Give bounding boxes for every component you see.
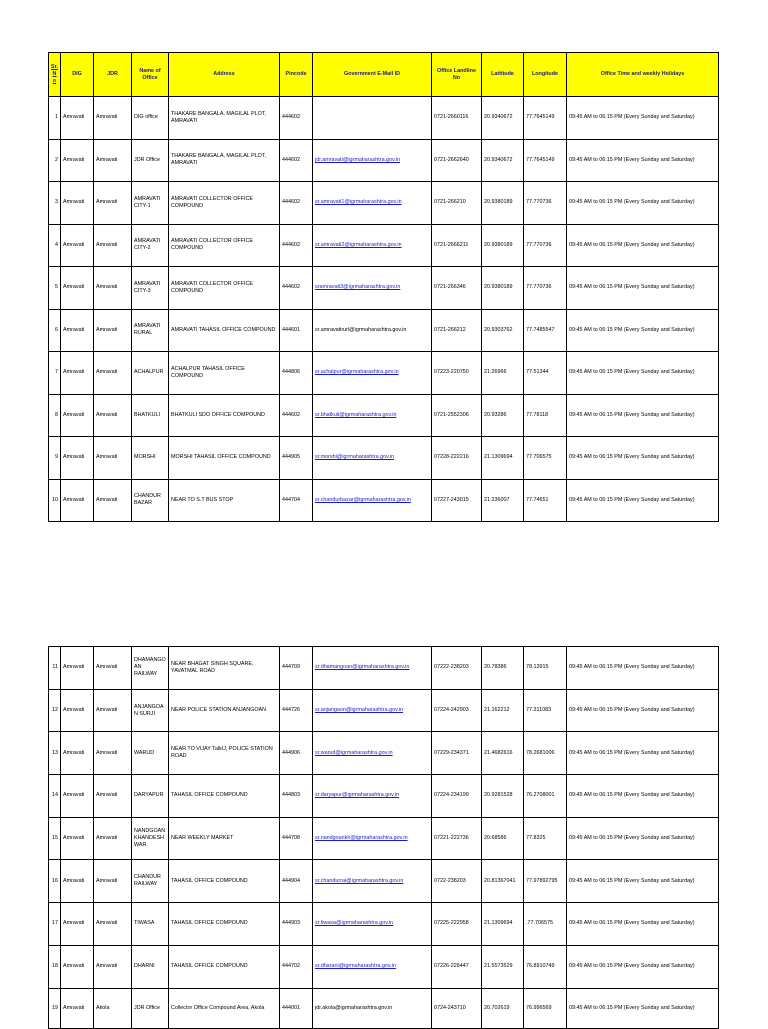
jdr-cell: Amravati [94,647,132,690]
time-cell: 09:45 AM to 06:15 PM (Every Sunday and Saturday) [567,860,719,903]
lat-cell: 21.4682616 [482,732,524,775]
email-cell[interactable]: sr.tiwasa@igrmaharashtra.gov.in [313,903,432,946]
header-address: Address [169,53,280,97]
address-cell: MORSHI TAHASIL OFFICE COMPOUND [169,437,280,480]
time-cell: 09:45 AM to 06:15 PM (Every Sunday and Saturday) [567,732,719,775]
jdr-cell: Amravati [94,689,132,732]
time-cell: 09:45 AM to 06:15 PM (Every Sunday and Saturday) [567,224,719,267]
lon-cell: 77.8325 [524,817,567,860]
jdr-cell: Amravati [94,903,132,946]
phone-cell: 07229-234371 [432,732,482,775]
jdr-cell: Amravati [94,97,132,140]
jdr-cell: Amravati [94,394,132,437]
table-row [49,775,719,818]
sr-cell: 19 [49,988,61,1028]
lon-cell: 78.13915 [524,647,567,690]
time-cell: 09:45 AM to 06:15 PM (Every Sunday and Saturday) [567,945,719,988]
pincode-cell: 444903 [280,903,313,946]
jdr-cell: Amravati [94,224,132,267]
lon-cell: 77.770736 [524,182,567,225]
phone-cell: 07221-222736 [432,817,482,860]
lon-cell: 77.97892795 [524,860,567,903]
dig-cell: Amravati [61,988,94,1028]
lon-cell: 77.770736 [524,267,567,310]
lat-cell: 20.93286 [482,394,524,437]
lat-cell: 21.26966 [482,352,524,395]
address-cell: TAHASIL OFFICE COMPOUND [169,945,280,988]
office-cell: DARYAPUR [132,775,169,818]
table-row [49,479,719,522]
table-row [49,394,719,437]
address-cell: TAHASIL OFFICE COMPOUND [169,903,280,946]
email-cell[interactable]: sr.dhamangoan@igrmaharashtra.gov.in [313,647,432,690]
phone-cell: 07226-226447 [432,945,482,988]
header-lon: Longitude [524,53,567,97]
jdr-cell: Amravati [94,732,132,775]
address-cell: THAKARE BANGALA, MAGILAL PLOT, AMRAVATI [169,97,280,140]
time-cell: 09:45 AM to 06:15 PM (Every Sunday and Saturday) [567,903,719,946]
lat-cell: 20.81367041 [482,860,524,903]
office-cell: DHAMANGO AN RAILWAY [132,647,169,690]
email-cell[interactable]: sr.amravati1@igrmaharashtra.gov.in [313,182,432,225]
dig-cell: Amravati [61,817,94,860]
jdr-cell: Amravati [94,139,132,182]
header-dig: DIG [61,53,94,97]
office-cell: TIWASA [132,903,169,946]
dig-cell: Amravati [61,479,94,522]
phone-cell: 07223-220750 [432,352,482,395]
office-cell: ANJANGOA N SURJI [132,689,169,732]
address-cell: TAHASIL OFFICE COMPOUND [169,775,280,818]
phone-cell: 0721-266346 [432,267,482,310]
time-cell: 09:45 AM to 06:15 PM (Every Sunday and Saturday) [567,479,719,522]
dig-cell: Amravati [61,97,94,140]
lon-cell: 77.7645149 [524,97,567,140]
dig-cell: Amravati [61,394,94,437]
dig-cell: Amravati [61,139,94,182]
phone-cell: 0721-2660116 [432,97,482,140]
dig-cell: Amravati [61,224,94,267]
email-cell[interactable]: sr.morshi@igrmaharashtra.gov.in [313,437,432,480]
time-cell: 09:45 AM to 06:15 PM (Every Sunday and Saturday) [567,182,719,225]
pincode-cell: 444726 [280,689,313,732]
email-cell[interactable]: sr.achalpur@igrmaharashtra.gov.in [313,352,432,395]
sr-cell: 12 [49,689,61,732]
time-cell: 09:45 AM to 06:15 PM (Every Sunday and Saturday) [567,817,719,860]
pincode-cell: 444602 [280,224,313,267]
table-row [49,988,719,1028]
sr-cell: 6 [49,309,61,352]
phone-cell: 0721-2552306 [432,394,482,437]
phone-cell: 07228-222216 [432,437,482,480]
email-cell[interactable]: sr.nandgoankh@igrmaharashtra.gov.in [313,817,432,860]
sr-cell: 13 [49,732,61,775]
dig-cell: Amravati [61,945,94,988]
pincode-cell: 444602 [280,139,313,182]
dig-cell: Amravati [61,689,94,732]
table-row [49,732,719,775]
sr-cell: 4 [49,224,61,267]
table-row [49,352,719,395]
address-cell: AMRAVATI COLLECTOR OFFICE COMPOUND [169,267,280,310]
sr-cell: 10 [49,479,61,522]
sr-cell: 14 [49,775,61,818]
header-phone: Office Landline No [432,53,482,97]
jdr-cell: Amravati [94,817,132,860]
phone-cell: 07227-243015 [432,479,482,522]
email-cell[interactable]: sr.chandurbazar@igrmaharashtra.gov.in [313,479,432,522]
table-row [49,97,719,140]
office-cell: AMRAVATI RURAL [132,309,169,352]
office-cell: CHANDUR RAILWAY [132,860,169,903]
sr-cell: 3 [49,182,61,225]
header-pincode: Pincode [280,53,313,97]
dig-cell: Amravati [61,352,94,395]
table-row [49,182,719,225]
email-cell[interactable]: sr.warud@igrmaharashtra.gov.in [313,732,432,775]
lon-cell: 76.8910749 [524,945,567,988]
email-cell[interactable]: sramravati3@igrmaharashtra.gov.in [313,267,432,310]
table-row [49,224,719,267]
address-cell: ACHALPUR TAHASIL OFFICE COMPOUND [169,352,280,395]
jdr-cell: Amravati [94,352,132,395]
lon-cell: 77.78118 [524,394,567,437]
dig-cell: Amravati [61,775,94,818]
pincode-cell: 444602 [280,182,313,225]
office-cell: AMRAVATI CITY-3 [132,267,169,310]
pincode-cell: 444806 [280,352,313,395]
office-cell: WARUD [132,732,169,775]
pincode-cell: 444602 [280,394,313,437]
jdr-cell: Amravati [94,309,132,352]
email-cell[interactable]: sr.daryapur@igrmaharashtra.gov.in [313,775,432,818]
jdr-cell: Amravati [94,182,132,225]
lon-cell: 76.2708001 [524,775,567,818]
time-cell: 09:45 AM to 06:15 PM (Every Sunday and Saturday) [567,97,719,140]
office-cell: DIG office [132,97,169,140]
sr-cell: 9 [49,437,61,480]
time-cell: 09:45 AM to 06:15 PM (Every Sunday and Saturday) [567,775,719,818]
pincode-cell: 444602 [280,97,313,140]
office-cell: JDR Office [132,139,169,182]
lat-cell: 21.1309694 [482,437,524,480]
header-time: Office Time and weekly Holidays [567,53,719,97]
lat-cell: 21.162212 [482,689,524,732]
lon-cell: 77.770736 [524,224,567,267]
email-cell[interactable]: sr.bhatkuli@igrmaharashtra.gov.in [313,394,432,437]
header-office: Name of Office [132,53,169,97]
phone-cell: 07224-234199 [432,775,482,818]
table-row [49,309,719,352]
email-cell[interactable]: sr.dharani@igrmaharashtra.gov.in [313,945,432,988]
phone-cell: 0721-2662640 [432,139,482,182]
lon-cell: 78.2681006 [524,732,567,775]
time-cell: 09:45 AM to 06:15 PM (Every Sunday and Saturday) [567,394,719,437]
office-cell: DHARNI [132,945,169,988]
header-row [49,53,719,97]
office-cell: JDR Office [132,988,169,1028]
lat-cell: 20.78386 [482,647,524,690]
dig-cell: Amravati [61,860,94,903]
email-cell[interactable]: jdr.amravati@igrmaharashtra.gov.in [313,139,432,182]
pincode-cell: 444904 [280,860,313,903]
lat-cell: 20.9380189 [482,267,524,310]
lat-cell: 20.9281528 [482,775,524,818]
sr-cell: 1 [49,97,61,140]
office-cell: BHATKULI [132,394,169,437]
lat-cell: 20.702619 [482,988,524,1028]
office-cell: ACHALPUR [132,352,169,395]
phone-cell: 07222-238203 [432,647,482,690]
email-cell[interactable]: sr.chandurrai@igrmaharashtra.gov.in [313,860,432,903]
time-cell: 09:45 AM to 06:15 PM (Every Sunday and Saturday) [567,139,719,182]
lon-cell: 77.7645149 [524,139,567,182]
office-table-part-1 [48,52,719,522]
lat-cell: 20.9380189 [482,224,524,267]
address-cell: AMRAVATI TAHASIL OFFICE COMPOUND [169,309,280,352]
phone-cell: 07224-242903 [432,689,482,732]
table-row [49,267,719,310]
table-row [49,903,719,946]
time-cell: 09:45 AM to 06:15 PM (Every Sunday and Saturday) [567,988,719,1028]
dig-cell: Amravati [61,309,94,352]
pincode-cell: 444709 [280,647,313,690]
email-cell: sr.amravatirurl@igrmaharashtra.gov.in [313,309,432,352]
table-row [49,647,719,690]
table-body-1 [49,97,719,522]
phone-cell: 0721-266212 [432,309,482,352]
lon-cell: 77.74651 [524,479,567,522]
lat-cell: 20.68586 [482,817,524,860]
address-cell: AMRAVATI COLLECTOR OFFICE COMPOUND [169,182,280,225]
jdr-cell: Akola [94,988,132,1028]
phone-cell: 07225-222958 [432,903,482,946]
phone-cell: 0722-238203 [432,860,482,903]
dig-cell: Amravati [61,267,94,310]
address-cell: THAKARE BANGALA, MAGILAL PLOT, AMRAVATI [169,139,280,182]
sr-cell: 8 [49,394,61,437]
pincode-cell: 444001 [280,988,313,1028]
jdr-cell: Amravati [94,860,132,903]
table-body-2 [49,647,719,1029]
email-cell: jdr.akola@igrmaharashtra.gov.in [313,988,432,1028]
pincode-cell: 444906 [280,732,313,775]
time-cell: 09:45 AM to 06:15 PM (Every Sunday and Saturday) [567,352,719,395]
table-row [49,860,719,903]
office-cell: NANDGOAN KHANDESH WAR [132,817,169,860]
time-cell: 09:45 AM to 06:15 PM (Every Sunday and Saturday) [567,437,719,480]
sr-cell: 15 [49,817,61,860]
lat-cell: 20.9340672 [482,139,524,182]
table-row [49,945,719,988]
email-cell[interactable]: sr.amravati2@igrmaharashtra.gov.in [313,224,432,267]
email-cell [313,97,432,140]
address-cell: BHATKULI SDO OFFICE COMPOUND [169,394,280,437]
sr-cell: 18 [49,945,61,988]
address-cell: AMRAVATI COLLECTOR OFFICE COMPOUND [169,224,280,267]
jdr-cell: Amravati [94,437,132,480]
header-lat: Lattitude [482,53,524,97]
sr-cell: 5 [49,267,61,310]
address-cell: NEAR BHAGAT SINGH SQUARE, YAVATMAL ROAD [169,647,280,690]
sr-cell: 11 [49,647,61,690]
address-cell: NEAR POLICE STATION ANJANGOAN [169,689,280,732]
pincode-cell: 444803 [280,775,313,818]
sr-cell: 2 [49,139,61,182]
time-cell: 09:45 AM to 06:15 PM (Every Sunday and Saturday) [567,689,719,732]
lat-cell: 20.9340672 [482,97,524,140]
lat-cell: 21.1309694 [482,903,524,946]
time-cell: 09:45 AM to 06:15 PM (Every Sunday and Saturday) [567,309,719,352]
dig-cell: Amravati [61,903,94,946]
phone-cell: 0721-266210 [432,182,482,225]
lat-cell: 21.5573529 [482,945,524,988]
table-row [49,817,719,860]
pincode-cell: 444702 [280,945,313,988]
dig-cell: Amravati [61,182,94,225]
table-row [49,139,719,182]
address-cell: TAHASIL OFFICE COMPOUND [169,860,280,903]
lon-cell: 76.996569 [524,988,567,1028]
office-cell: AMRAVATI CITY-2 [132,224,169,267]
address-cell: NEAR TO S.T BUS STOP [169,479,280,522]
lon-cell: 77.706575 [524,437,567,480]
lon-cell: 77.51344 [524,352,567,395]
sr-cell: 17 [49,903,61,946]
lat-cell: 20.9380189 [482,182,524,225]
pincode-cell: 444905 [280,437,313,480]
lon-cell: 77.7485547 [524,309,567,352]
header-jdr: JDR [94,53,132,97]
table-row [49,437,719,480]
time-cell: 09:45 AM to 06:15 PM (Every Sunday and Saturday) [567,267,719,310]
office-cell: MORSHI [132,437,169,480]
pincode-cell: 444708 [280,817,313,860]
office-cell: CHANDUR BAZAR [132,479,169,522]
phone-cell: 0724-243710 [432,988,482,1028]
address-cell: Collector Office Compound Area, Akola [169,988,280,1028]
pincode-cell: 444601 [280,309,313,352]
office-cell: AMRAVATI CITY-1 [132,182,169,225]
address-cell: NEAR WEEKLY MARKET [169,817,280,860]
lon-cell: .77.706575 [524,903,567,946]
phone-cell: 0721-2666211 [432,224,482,267]
office-table-part-2 [48,646,719,1029]
sr-cell: 7 [49,352,61,395]
sr-cell: 16 [49,860,61,903]
lon-cell: 77.311083 [524,689,567,732]
pincode-cell: 444602 [280,267,313,310]
email-cell[interactable]: sr.anjangaon@igrmaharashtra.gov.in [313,689,432,732]
time-cell: 09:45 AM to 06:15 PM (Every Sunday and Saturday) [567,647,719,690]
jdr-cell: Amravati [94,775,132,818]
lat-cell: 21.236007 [482,479,524,522]
lat-cell: 20.9303762 [482,309,524,352]
dig-cell: Amravati [61,647,94,690]
jdr-cell: Amravati [94,267,132,310]
dig-cell: Amravati [61,437,94,480]
header-sr: Sr. No [49,53,61,97]
dig-cell: Amravati [61,732,94,775]
jdr-cell: Amravati [94,479,132,522]
table-row [49,689,719,732]
address-cell: NEAR TO VIJAY TalkIJ, POLICE STATION ROAD [169,732,280,775]
pincode-cell: 444704 [280,479,313,522]
header-email: Government E-Mail ID [313,53,432,97]
jdr-cell: Amravati [94,945,132,988]
